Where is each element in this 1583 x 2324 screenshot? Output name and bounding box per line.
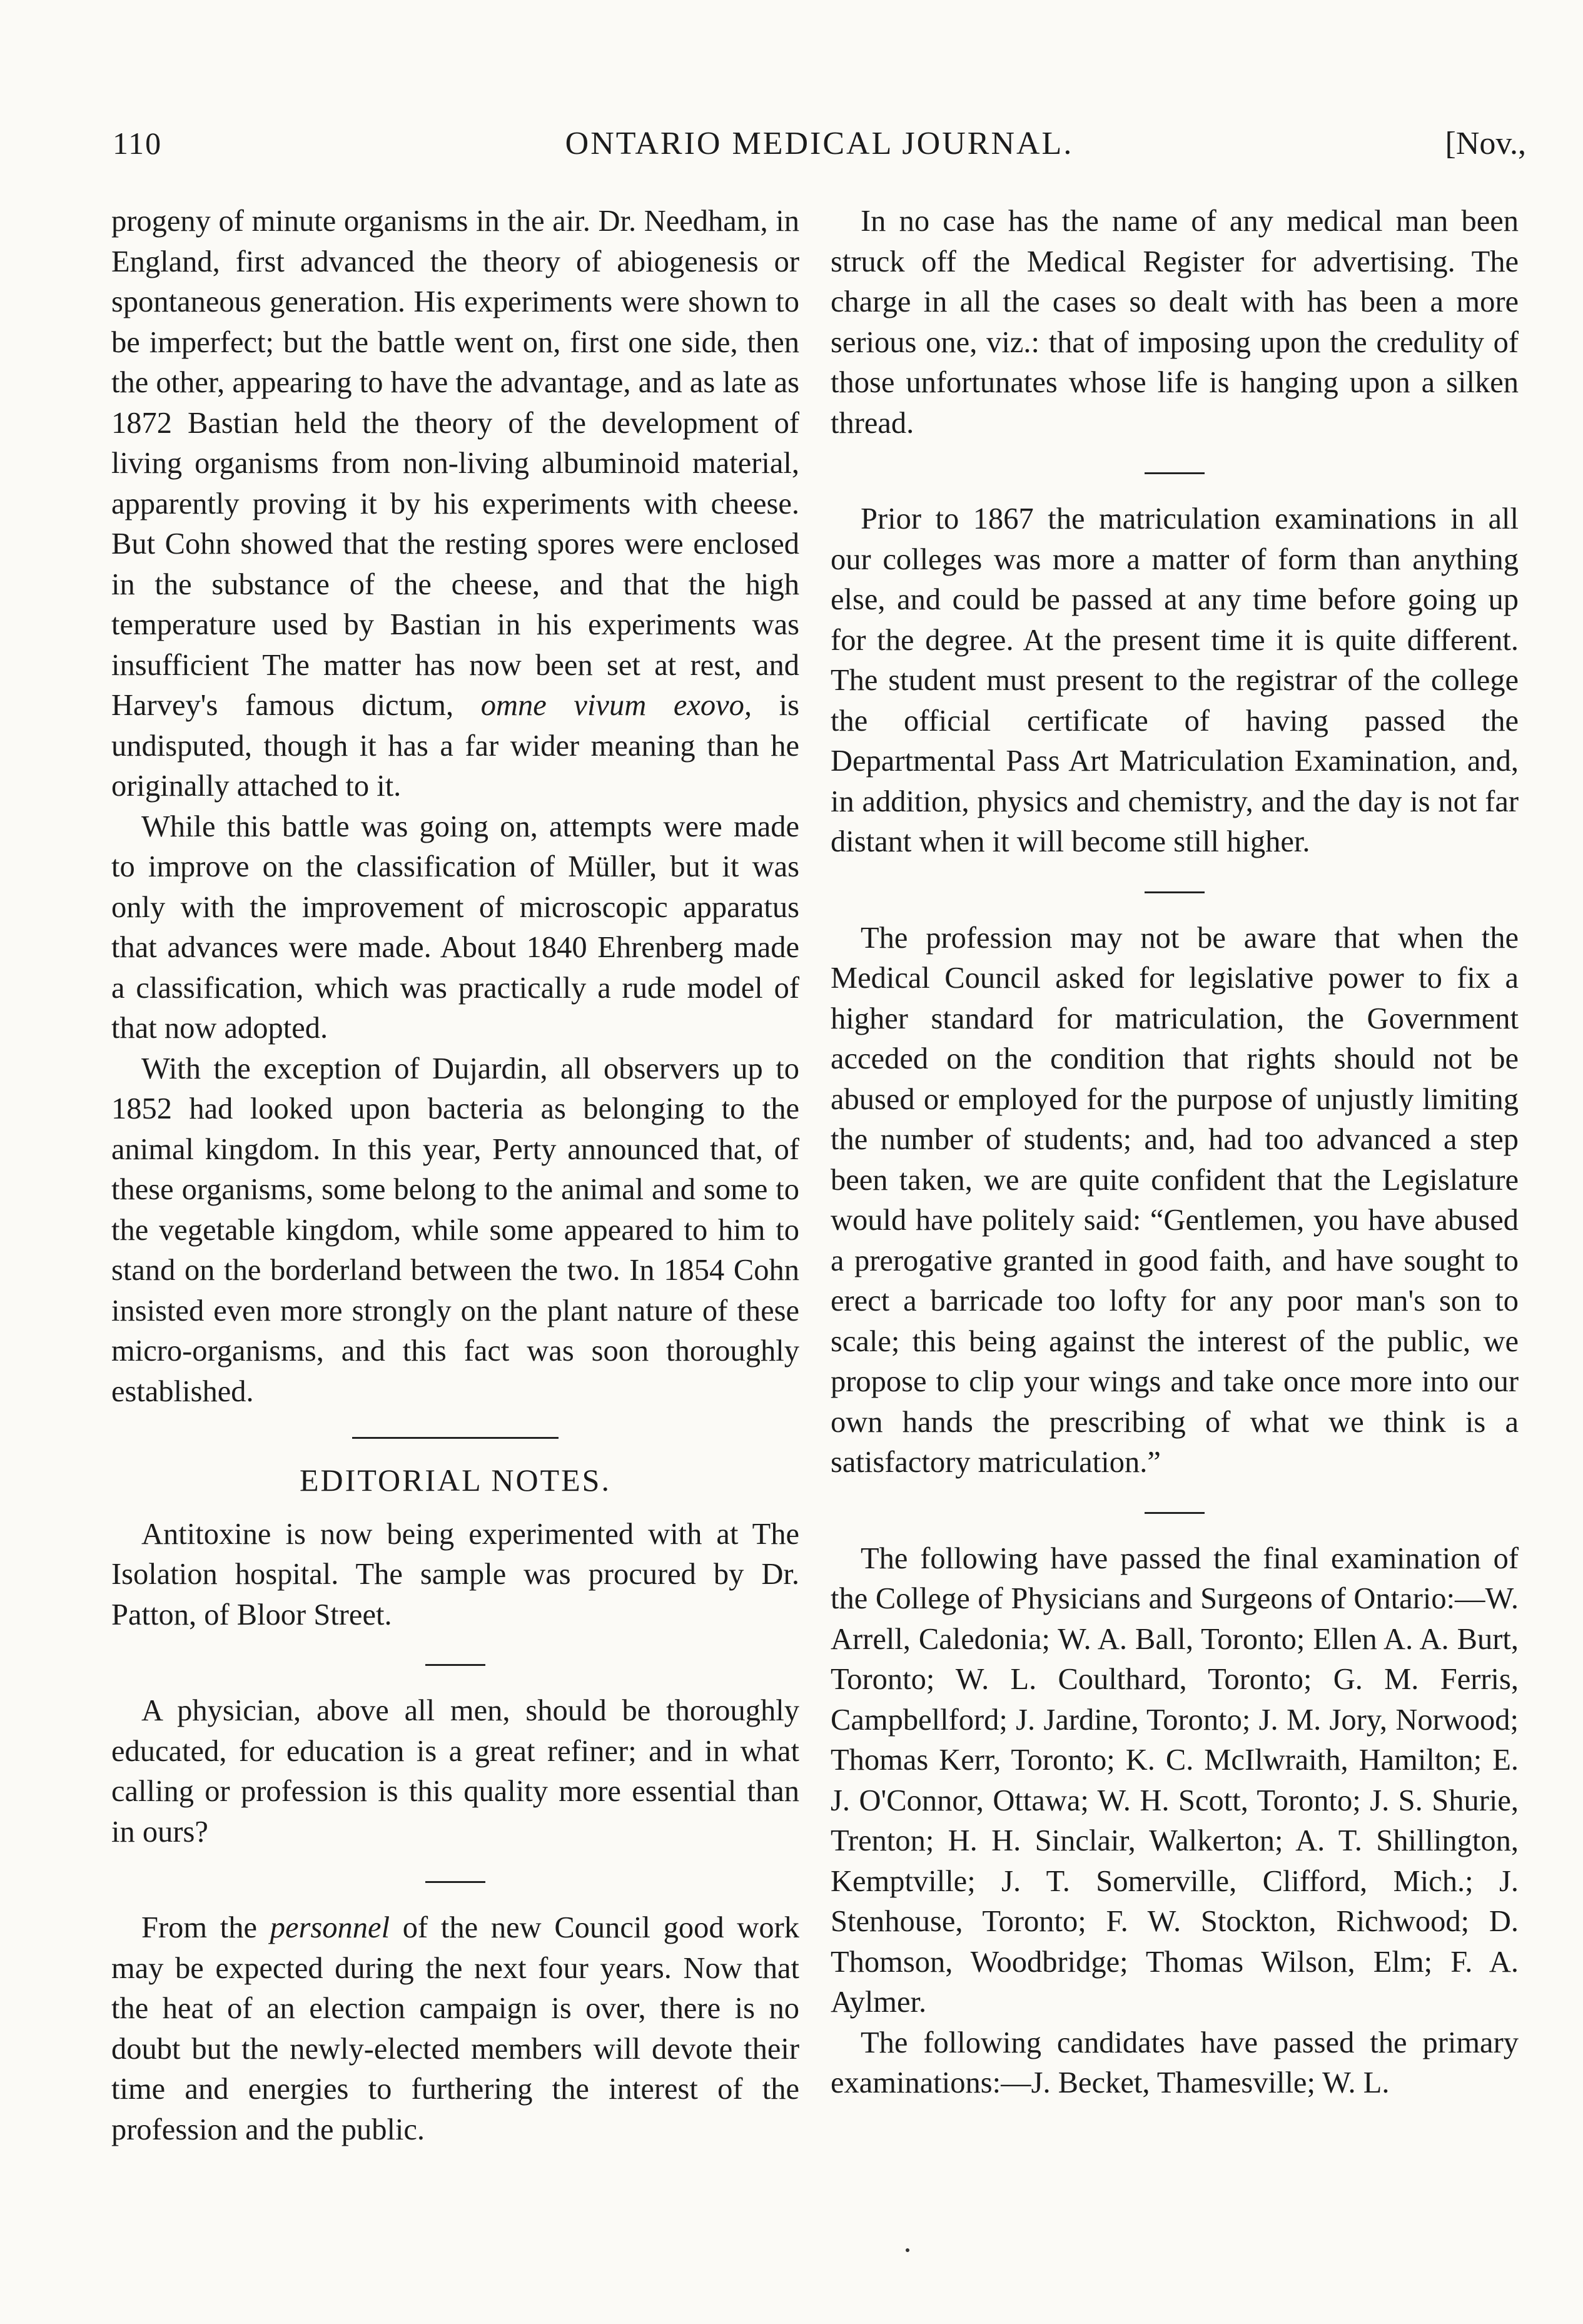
section-heading-editorial-notes: EDITORIAL NOTES. (300, 1463, 611, 1498)
latin-dictum: omne vivum exovo, (480, 689, 752, 722)
note-divider (1145, 891, 1205, 893)
paragraph-abiogenesis: progeny of minute organisms in the air. Dr. Needham, in England, first advanced the theory of abiogenesis or spontaneous generation. His experiments were shown to be imperfect; but the battle went on, first one side, then the other, appearing to have the advantage, and as late as 1872 Bastian held the theory of the development of living organisms from non-living albuminoid material, apparently proving it by his experiments with cheese. But Cohn showed that the resting spores were enclosed in the substance of the cheese, and that the high temperature used by Bastian in his experiments was insufficient The matter has now been set at rest, and Harvey's famous dictum, omne vivum exovo, is undisputed, though it has a far wider meaning than he originally attached to it. (111, 205, 800, 803)
note-divider (1145, 1512, 1205, 1514)
running-date: [Nov., (1445, 126, 1526, 161)
left-column (111, 201, 799, 2150)
note-divider (1145, 472, 1205, 474)
section-divider (352, 1437, 559, 1439)
italic-personnel: personnel (270, 1911, 390, 1944)
note-divider (425, 1664, 485, 1666)
paragraph-classification: While this battle was going on, attempts were made to improve on the classification of Müller, but it was only with the improvement of microscopic apparatus that advances were made. About 1840 Ehrenberg made a classification, which was practically a rude model of that now adopted. (111, 809, 799, 1045)
note-medical-register: In no case has the name of any medical man been struck off the Medical Register for advertising. The charge in all the cases so dealt with has been a more serious one, viz.: that of imposing upon the credulity of those unfortunates whose life is hanging upon a silken thread. (831, 205, 1519, 440)
printer-mark (906, 2248, 909, 2252)
paragraph-bacteria-kingdom: With the exception of Dujardin, all observers up to 1852 had looked upon bacteria as belonging to the animal kingdom. In this year, Perty announced that, of these organisms, some belong to the animal and some to the vegetable kingdom, while some appeared to him to stand on the borderland between the two. In 1854 Cohn insisted even more strongly on the plant nature of these micro-organisms, and this fact was soon thoroughly established. (111, 1052, 799, 1408)
note-primary-examinations: The following candidates have passed the primary examinations:—J. Becket, Thamesville; W. L. (831, 2026, 1519, 2099)
running-header (113, 125, 1526, 175)
running-title: ONTARIO MEDICAL JOURNAL. (565, 126, 1074, 161)
note-divider (425, 1881, 485, 1883)
note-final-examination: The following have passed the final examination of the College of Physicians and Surgeons of Ontario:—W. Arrell, Caledonia; W. A. Ball, Toronto; Ellen A. A. Burt, Toronto; W. L. Coulthard, Toronto; G. M. Ferris, Campbellford; J. Jardine, Toronto; J. M. Jory, Norwood; Thomas Kerr, Toronto; K. C. McIlwraith, Hamilton; E. J. O'Connor, Ottawa; W. H. Scott, Toronto; J. S. Shurie, Trenton; H. H. Sinclair, Walkerton; A. T. Shillington, Kemptville; J. T. Somerville, Clifford, Mich.; J. Stenhouse, Toronto; F. W. Stockton, Richwood; D. Thomson, Woodbridge; Thomas Wilson, Elm; F. A. Aylmer. (831, 1541, 1519, 2019)
note-legislative-power: The profession may not be aware that when the Medical Council asked for legislative power to fix a higher standard for matriculation, the Government acceded on the condition that rights should not be abused or employed for the purpose of unjustly limiting the number of students; and, had too advanced a step been taken, we are quite confident that the Legislature would have politely said: “Gentlemen, you have abused a prerogative granted in good faith, and have sought to erect a barricade too lofty for any poor man's son to scale; this being against the interest of the public, we propose to clip your wings and take once more into our own hands the prescribing of what we think is a satisfactory matriculation.” (831, 921, 1519, 1479)
note-physician-education: A physician, above all men, should be thoroughly educated, for education is a great refiner; and in what calling or profession is this quality more essential than in ours? (111, 1694, 799, 1849)
note-council-personnel: From the personnel of the new Council good work may be expected during the next four years. Now that the heat of an election campaign is over, there is no doubt but the newly-elected members will devote their time and energies to furthering the interest of the profession and the public. (111, 1911, 799, 2146)
page-number: 110 (113, 126, 163, 161)
right-column (831, 201, 1519, 2104)
note-antitoxine: Antitoxine is now being experimented with at The Isolation hospital. The sample was procured by Dr. Patton, of Bloor Street. (111, 1517, 799, 1631)
note-matriculation-1867: Prior to 1867 the matriculation examinations in all our colleges was more a matter of form than anything else, and could be passed at any time before going up for the degree. At the present time it is quite different. The student must present to the registrar of the college the official certificate of having passed the Departmental Pass Art Matriculation Examination, and, in addition, physics and chemistry, and the day is not far distant when it will become still higher. (831, 502, 1519, 858)
